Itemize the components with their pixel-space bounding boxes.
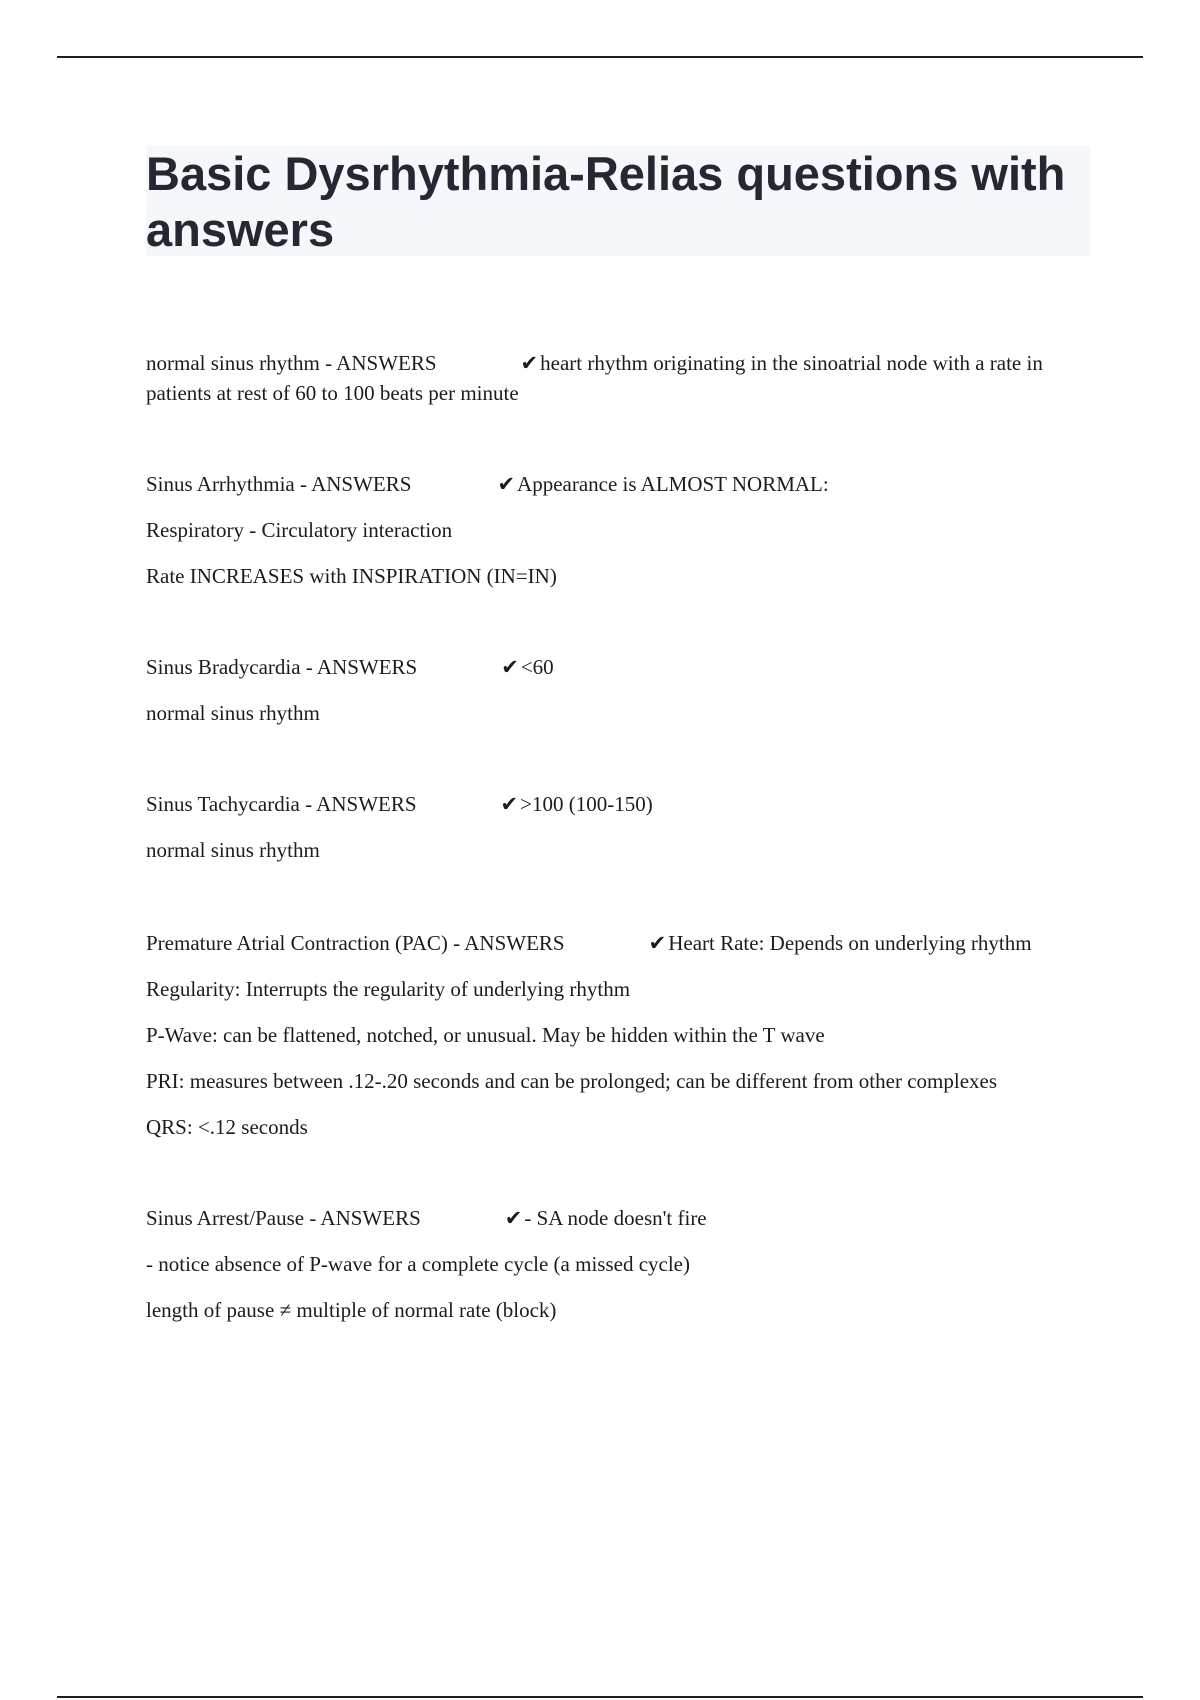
page-title: Basic Dysrhythmia-Relias questions with answers [146, 147, 1066, 256]
answer-text: Heart Rate: Depends on underlying rhythm [668, 931, 1032, 955]
bottom-rule [57, 1696, 1143, 1698]
answer-text: Appearance is ALMOST NORMAL: [517, 472, 829, 496]
qa-first-line [146, 928, 1086, 958]
answer-line: normal sinus rhythm [146, 701, 320, 725]
answer-text: <60 [520, 655, 554, 679]
question-text: Sinus Bradycardia - ANSWERS [146, 655, 418, 679]
check-icon: ✔ [500, 792, 519, 816]
check-icon: ✔ [520, 351, 539, 375]
qa-first-line [146, 348, 1086, 408]
answer-line: normal sinus rhythm [146, 838, 320, 862]
answer-line: Rate INCREASES with INSPIRATION (IN=IN) [146, 564, 557, 588]
qa-item [146, 652, 1086, 728]
answer-line: Regularity: Interrupts the regularity of underlying rhythm [146, 977, 631, 1001]
answer-text: >100 (100-150) [520, 792, 653, 816]
top-rule [57, 56, 1143, 58]
check-icon: ✔ [648, 931, 667, 955]
answer-line: length of pause ≠ multiple of normal rate (block) [146, 1298, 557, 1322]
qa-first-line [146, 1203, 1086, 1233]
qa-first-line [146, 469, 1086, 499]
answer-line: Respiratory - Circulatory interaction [146, 518, 453, 542]
title-box [146, 146, 1090, 256]
qa-item [146, 789, 1086, 865]
question-text: Premature Atrial Contraction (PAC) - ANSWERS [146, 931, 565, 955]
question-text: normal sinus rhythm - ANSWERS [146, 351, 437, 375]
answer-line: P-Wave: can be flattened, notched, or unusual. May be hidden within the T wave [146, 1023, 825, 1047]
qa-item [146, 1203, 1086, 1325]
question-text: Sinus Arrhythmia - ANSWERS [146, 472, 412, 496]
answer-text: - SA node doesn't fire [524, 1206, 707, 1230]
qa-item [146, 469, 1086, 591]
answer-line: QRS: <.12 seconds [146, 1115, 308, 1139]
check-icon: ✔ [497, 472, 516, 496]
qa-item [146, 348, 1086, 408]
check-icon: ✔ [501, 655, 519, 679]
answer-line: - notice absence of P-wave for a complete cycle (a missed cycle) [146, 1252, 690, 1276]
document-body [146, 348, 1086, 1325]
qa-item [146, 928, 1086, 1142]
answer-line: PRI: measures between .12-.20 seconds and can be prolonged; can be different from other complexes [146, 1069, 998, 1093]
answer-text: heart rhythm originating in the sinoatrial node with a rate in patients at rest of 60 to 100 beats per minute [146, 351, 1043, 405]
qa-first-line [146, 789, 1086, 819]
qa-first-line [146, 652, 1086, 682]
question-text: Sinus Tachycardia - ANSWERS [146, 792, 417, 816]
check-icon: ✔ [504, 1206, 523, 1230]
question-text: Sinus Arrest/Pause - ANSWERS [146, 1206, 421, 1230]
